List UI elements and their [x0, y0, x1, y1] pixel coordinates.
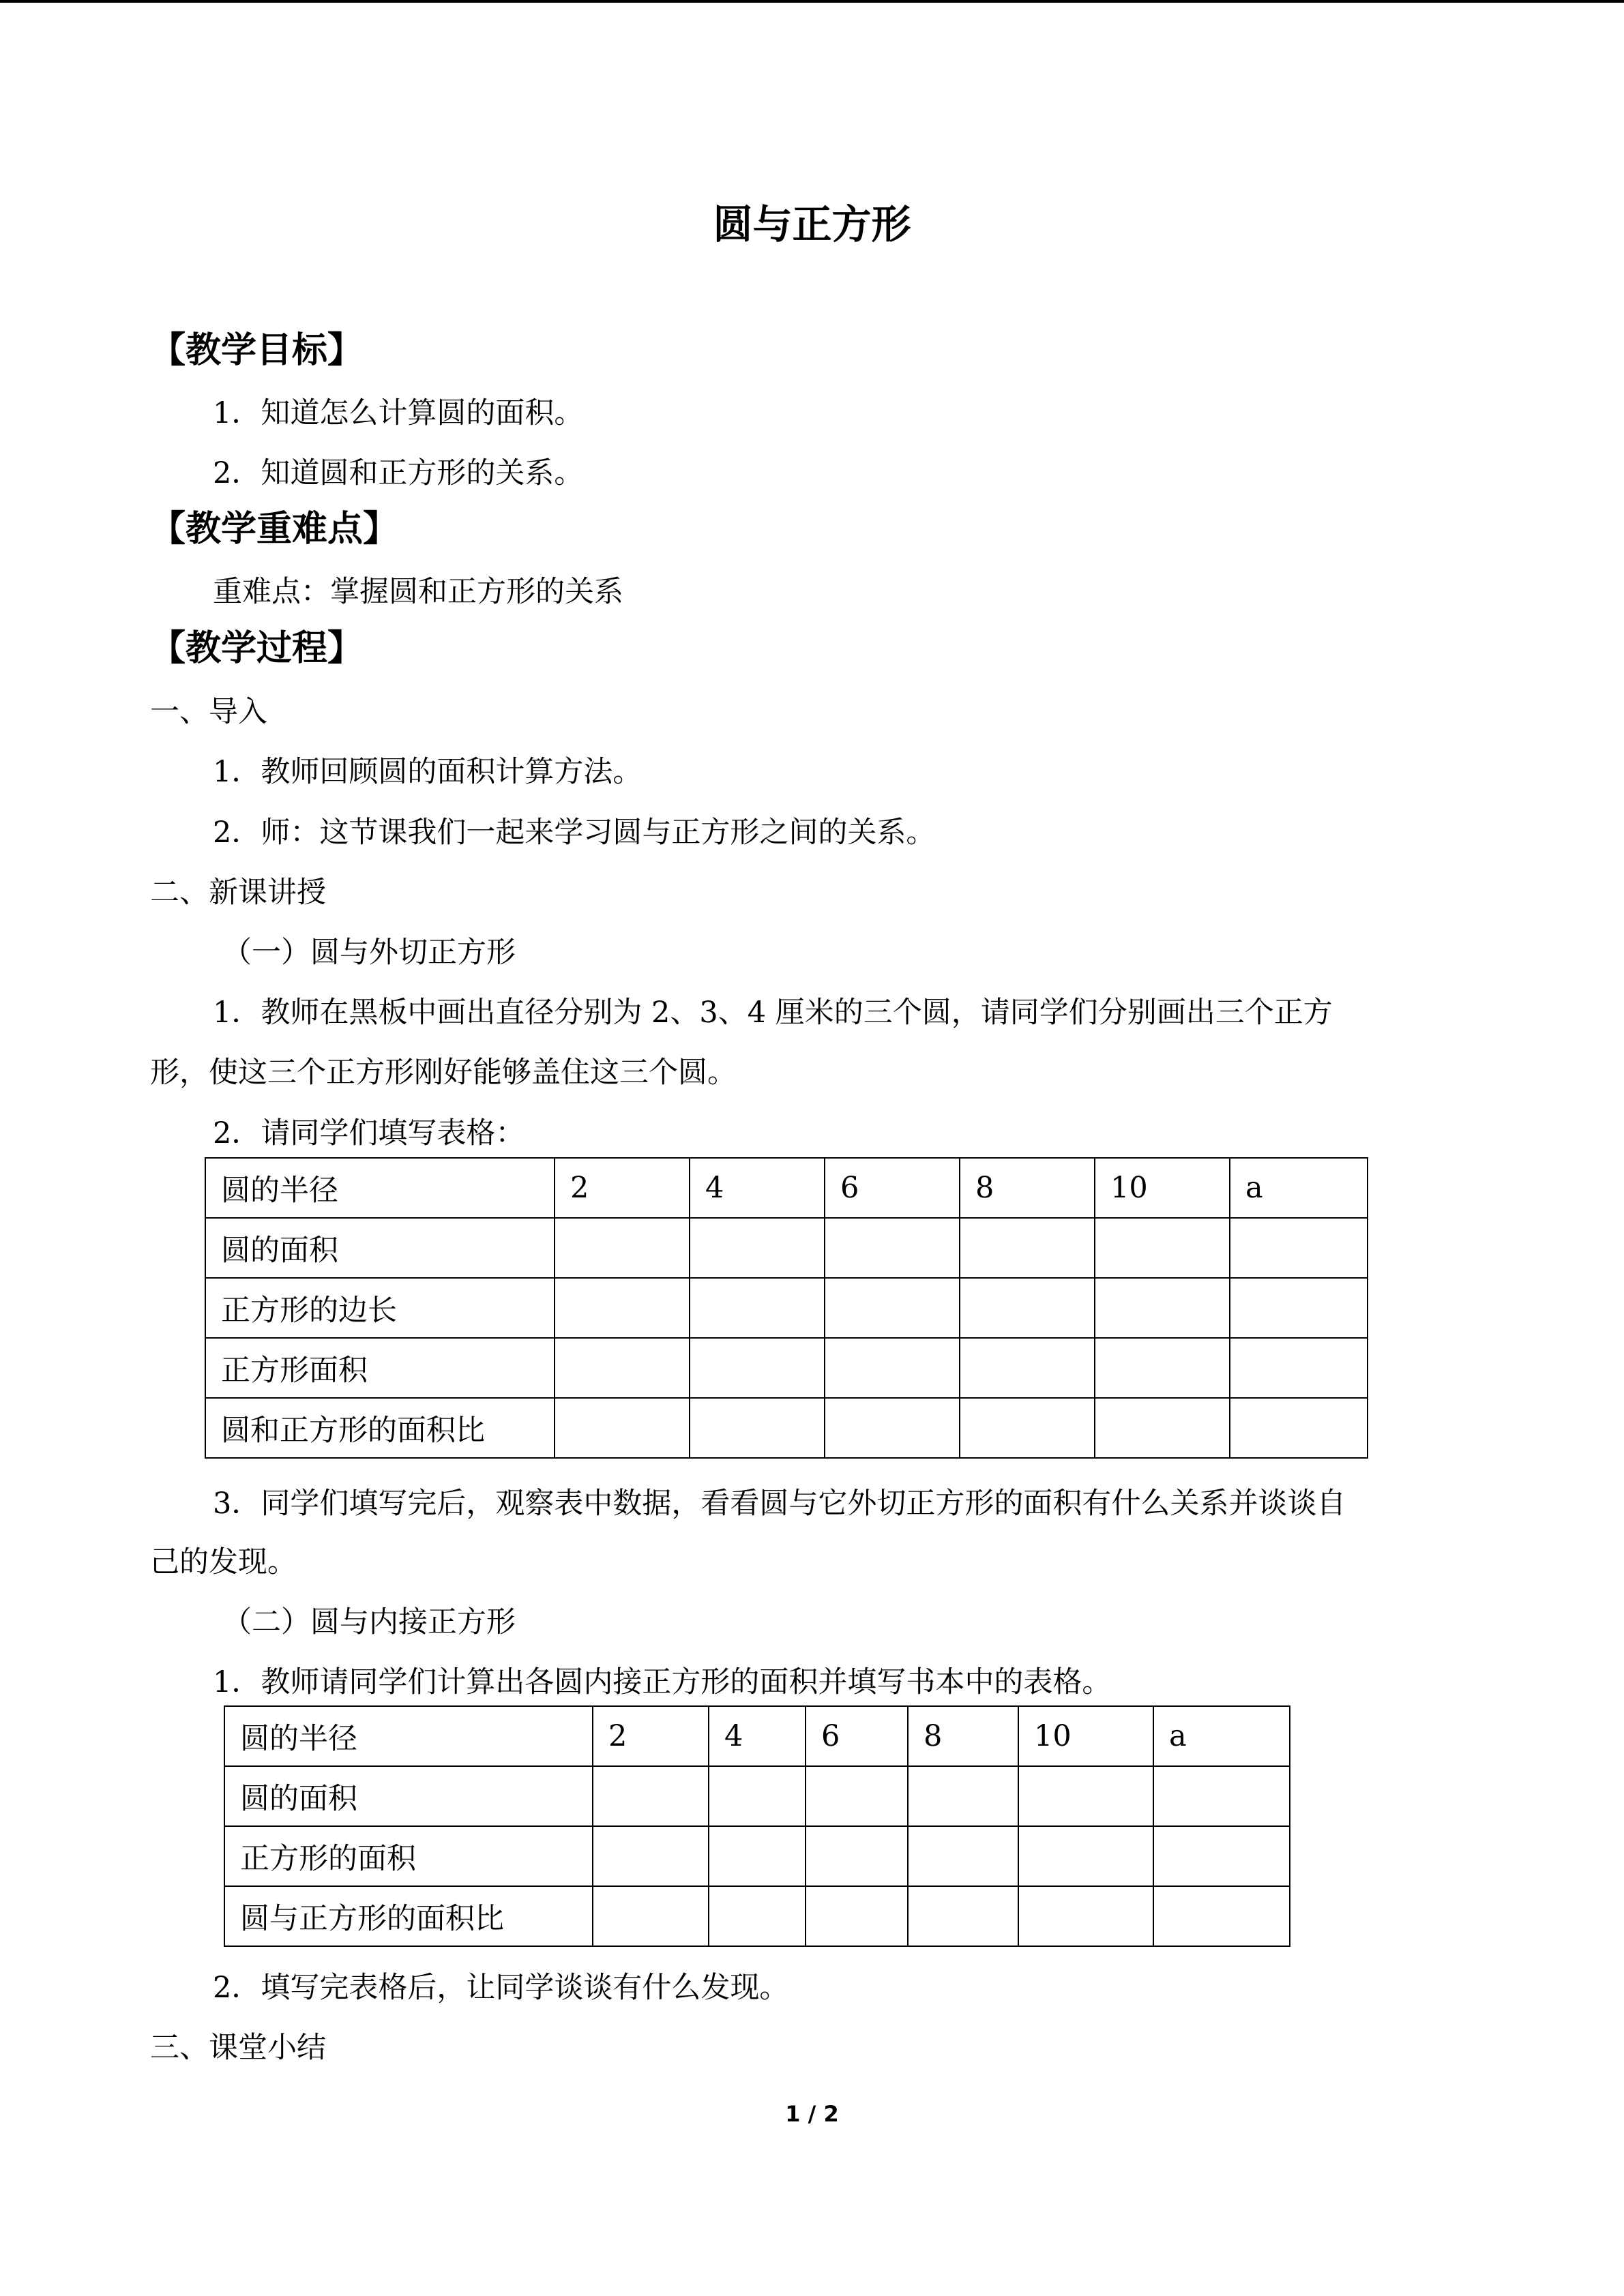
- value-cell: 6: [806, 1706, 908, 1766]
- value-cell: 8: [908, 1706, 1018, 1766]
- table-row: [224, 1706, 1290, 1766]
- top-border: [0, 0, 1624, 3]
- row-label-cell: 正方形的面积: [224, 1826, 593, 1886]
- sub1-item3-line1: 3．同学们填写完后，观察表中数据，看看圆与它外切正方形的面积有什么关系并谈谈自: [213, 1487, 1346, 1521]
- value-cell: [555, 1218, 690, 1278]
- value-cell: 2: [555, 1158, 690, 1218]
- value-cell: 10: [1095, 1158, 1230, 1218]
- sub2-item1: 1．教师请同学们计算出各圆内接正方形的面积并填写书本中的表格。: [213, 1665, 1112, 1699]
- difficulty-heading: 【教学重难点】: [150, 508, 399, 550]
- value-cell: [908, 1826, 1018, 1886]
- table-row: [224, 1886, 1290, 1946]
- row-label-cell: 圆的半径: [205, 1158, 555, 1218]
- value-cell: 2: [593, 1706, 709, 1766]
- goals-heading: 【教学目标】: [150, 329, 364, 371]
- row-label-cell: 圆与正方形的面积比: [224, 1886, 593, 1946]
- value-cell: [690, 1398, 825, 1458]
- value-cell: [825, 1218, 960, 1278]
- part1-item-2: 2．师：这节课我们一起来学习圆与正方形之间的关系。: [213, 816, 936, 850]
- value-cell: [690, 1338, 825, 1398]
- value-cell: [960, 1218, 1095, 1278]
- table2-body: [224, 1706, 1290, 1946]
- sub1-item3-line2: 己的发现。: [150, 1545, 297, 1579]
- row-label-cell: 圆和正方形的面积比: [205, 1398, 555, 1458]
- table-row: [224, 1766, 1290, 1826]
- part1-item-1: 1．教师回顾圆的面积计算方法。: [213, 755, 643, 789]
- value-cell: [1018, 1826, 1153, 1886]
- goal-1: 1．知道怎么计算圆的面积。: [213, 396, 584, 430]
- value-cell: [690, 1278, 825, 1338]
- sub1-item1-line2: 形，使这三个正方形刚好能够盖住这三个圆。: [150, 1056, 737, 1090]
- value-cell: [908, 1766, 1018, 1826]
- sub1-item1-line1: 1．教师在黑板中画出直径分别为 2、3、4 厘米的三个圆，请同学们分别画出三个正方: [213, 996, 1333, 1030]
- part3-heading: 三、课堂小结: [150, 2031, 326, 2065]
- value-cell: [1153, 1886, 1290, 1946]
- goal-2: 2．知道圆和正方形的关系。: [213, 456, 584, 490]
- sub1-heading: （一）圆与外切正方形: [222, 936, 516, 970]
- value-cell: [960, 1398, 1095, 1458]
- value-cell: 6: [825, 1158, 960, 1218]
- value-cell: [825, 1338, 960, 1398]
- table-row: [205, 1158, 1368, 1218]
- value-cell: [825, 1398, 960, 1458]
- table-row: [205, 1218, 1368, 1278]
- table-row: [205, 1398, 1368, 1458]
- value-cell: [1018, 1886, 1153, 1946]
- table-row: [224, 1826, 1290, 1886]
- part1-heading: 一、导入: [150, 695, 267, 729]
- value-cell: 8: [960, 1158, 1095, 1218]
- value-cell: [1230, 1278, 1368, 1338]
- value-cell: [960, 1338, 1095, 1398]
- part2-heading: 二、新课讲授: [150, 876, 326, 910]
- row-label-cell: 正方形的边长: [205, 1278, 555, 1338]
- value-cell: 4: [690, 1158, 825, 1218]
- row-label-cell: 圆的半径: [224, 1706, 593, 1766]
- table-row: [205, 1338, 1368, 1398]
- row-label-cell: 圆的面积: [205, 1218, 555, 1278]
- value-cell: [555, 1398, 690, 1458]
- value-cell: [1230, 1398, 1368, 1458]
- table1-body: [205, 1158, 1368, 1458]
- value-cell: [1095, 1278, 1230, 1338]
- page-title: 圆与正方形: [713, 201, 911, 248]
- value-cell: [593, 1826, 709, 1886]
- value-cell: [709, 1826, 806, 1886]
- value-cell: [960, 1278, 1095, 1338]
- value-cell: [1095, 1398, 1230, 1458]
- value-cell: [709, 1766, 806, 1826]
- value-cell: [825, 1278, 960, 1338]
- process-heading: 【教学过程】: [150, 627, 364, 669]
- table-row: [205, 1278, 1368, 1338]
- value-cell: [593, 1766, 709, 1826]
- sub1-item2: 2．请同学们填写表格：: [213, 1116, 525, 1150]
- value-cell: [690, 1218, 825, 1278]
- difficulty-text: 重难点：掌握圆和正方形的关系: [213, 575, 623, 609]
- value-cell: a: [1153, 1706, 1290, 1766]
- value-cell: [555, 1338, 690, 1398]
- value-cell: [1230, 1218, 1368, 1278]
- value-cell: 4: [709, 1706, 806, 1766]
- sub2-heading: （二）圆与内接正方形: [222, 1605, 516, 1639]
- table-outer-square: [205, 1157, 1368, 1459]
- value-cell: [593, 1886, 709, 1946]
- sub2-item2: 2．填写完表格后，让同学谈谈有什么发现。: [213, 1971, 789, 2005]
- row-label-cell: 圆的面积: [224, 1766, 593, 1826]
- value-cell: [806, 1886, 908, 1946]
- value-cell: [709, 1886, 806, 1946]
- value-cell: 10: [1018, 1706, 1153, 1766]
- value-cell: [555, 1278, 690, 1338]
- value-cell: [1095, 1338, 1230, 1398]
- value-cell: [908, 1886, 1018, 1946]
- row-label-cell: 正方形面积: [205, 1338, 555, 1398]
- page-number: 1 / 2: [785, 2101, 839, 2127]
- table-inner-square: [224, 1705, 1290, 1947]
- value-cell: [806, 1766, 908, 1826]
- value-cell: a: [1230, 1158, 1368, 1218]
- value-cell: [1095, 1218, 1230, 1278]
- value-cell: [1018, 1766, 1153, 1826]
- value-cell: [806, 1826, 908, 1886]
- value-cell: [1153, 1766, 1290, 1826]
- value-cell: [1153, 1826, 1290, 1886]
- value-cell: [1230, 1338, 1368, 1398]
